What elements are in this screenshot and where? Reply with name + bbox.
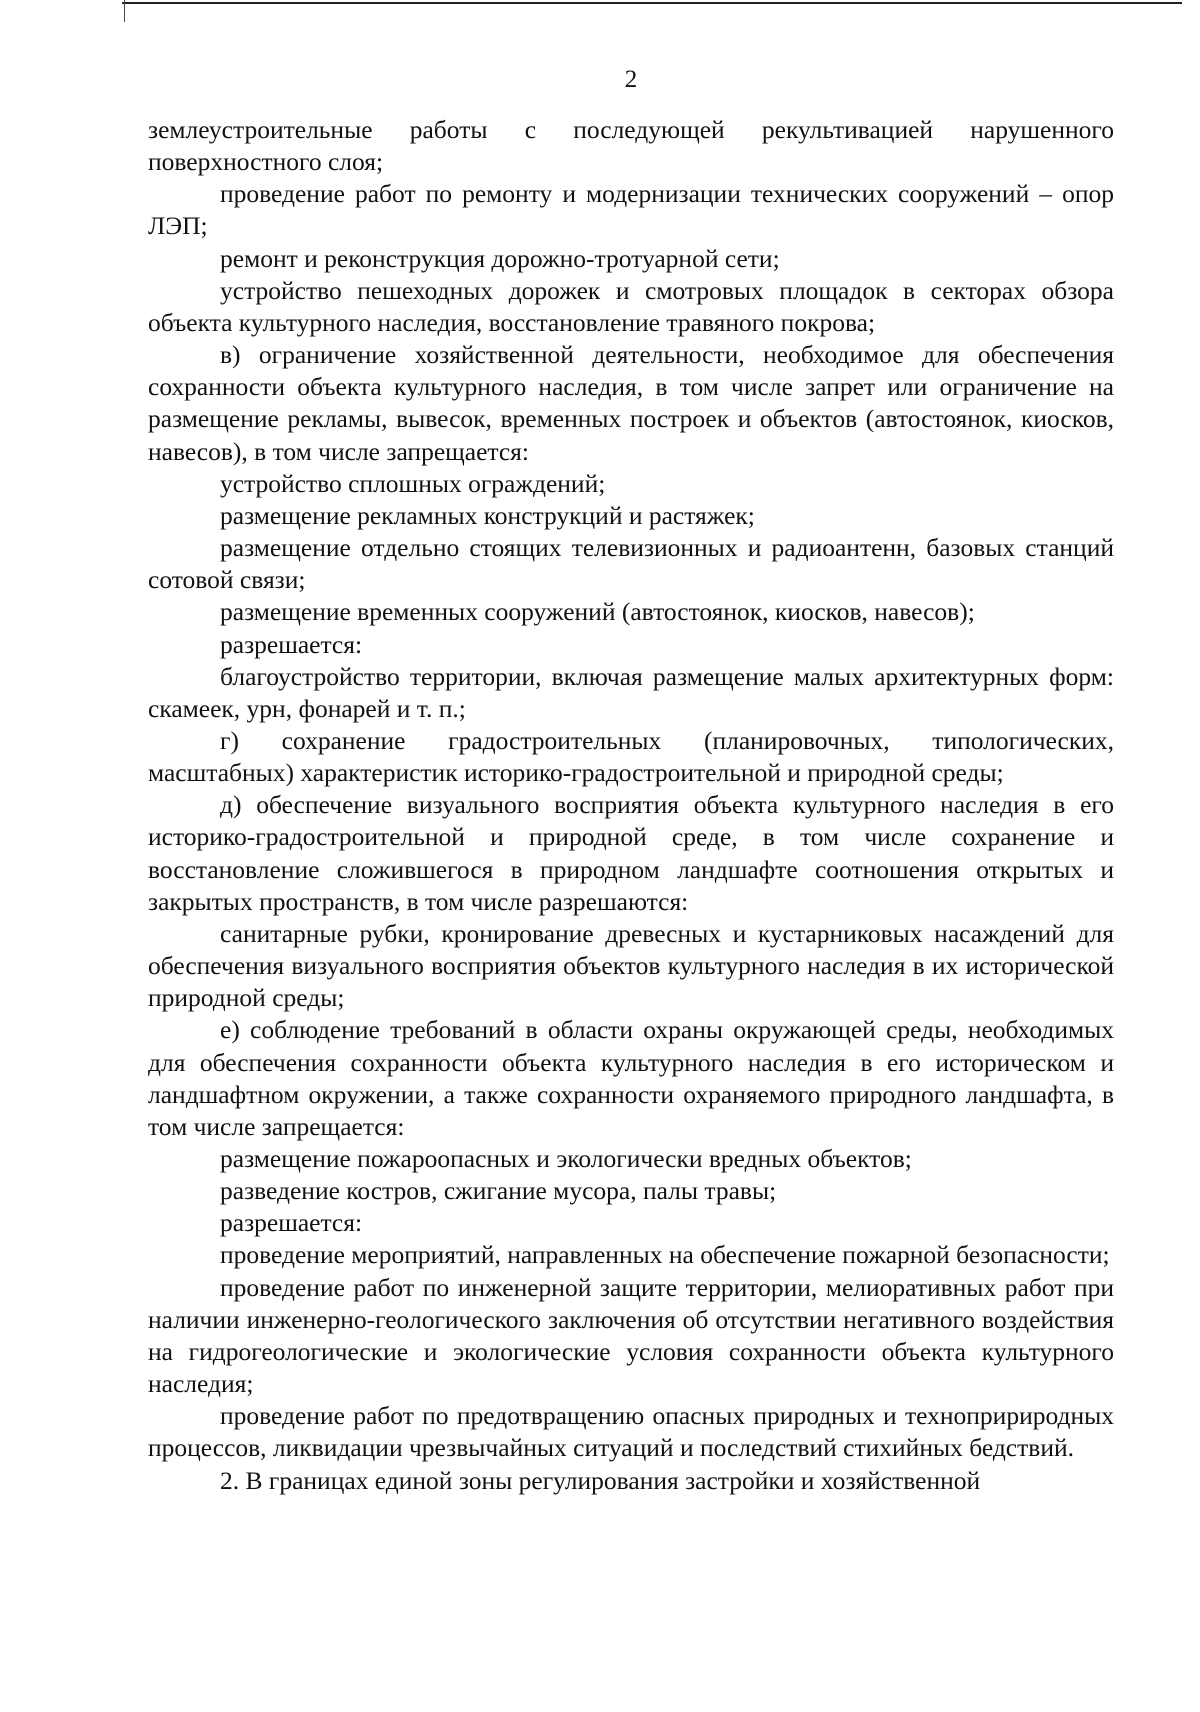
paragraph: устройство сплошных ограждений; (220, 468, 606, 498)
paragraph: разведение костров, сжигание мусора, палы травы; (220, 1176, 777, 1206)
paragraph: размещение рекламных конструкций и растяжек; (220, 500, 755, 530)
page-number: 2 (624, 66, 638, 93)
paragraph: устройство пешеходных дорожек и смотровых площадок в секторах обзора объекта культурного наследия, восстановление травяного покрова; (148, 275, 1114, 337)
paragraph: землеустроительные работы с последующей рекультивацией нарушенного поверхностного слоя; (148, 115, 1114, 177)
paragraph: г) сохранение градостроительных (планировочных, типологических, масштабных) характеристик историко-градостроительной и природной среды; (148, 725, 1114, 788)
paragraph: санитарные рубки, кронирование древесных и кустарниковых насаждений для обеспечения визуального восприятия объектов культурного наследия в их исторической природной среды; (148, 918, 1114, 1013)
paragraph: разрешается: (220, 629, 363, 659)
paragraph: проведение работ по ремонту и модернизации технических сооружений – опор ЛЭП; (148, 179, 1114, 241)
paragraph: 2. В границах единой зоны регулирования застройки и хозяйственной (220, 1465, 981, 1495)
paragraph: разрешается: (220, 1208, 363, 1238)
paragraph: проведение мероприятий, направленных на обеспечение пожарной безопасности; (220, 1240, 1110, 1270)
paragraph: е) соблюдение требований в области охраны окружающей среды, необходимых для обеспечения сохранности объекта культурного наследия в его историческом и ландшафтном окружении, а также сохранности охраняемого природного ландшафта, в том числе запрещается: (148, 1015, 1114, 1141)
document-body (148, 114, 1114, 1497)
paragraph: размещение отдельно стоящих телевизионных и радиоантенн, базовых станций сотовой связи; (148, 533, 1114, 595)
paragraph: в) ограничение хозяйственной деятельности, необходимое для обеспечения сохранности объекта культурного наследия, в том числе запрет или ограничение на размещение рекламы, вывесок, временных построек и объектов (автостоянок, киосков, навесов), в том числе запрещается: (148, 340, 1114, 466)
paragraph: благоустройство территории, включая размещение малых архитектурных форм: скамеек, урн, фонарей и т. п.; (148, 661, 1114, 723)
paragraph: проведение работ по инженерной защите территории, мелиоративных работ при наличии инженерно-геологического заключения об отсутствии негативного воздействия на гидрогеологические и экологические условия сохранности объекта культурного наследия; (148, 1272, 1114, 1399)
left-scan-border (124, 0, 125, 22)
paragraph: размещение временных сооружений (автостоянок, киосков, навесов); (220, 597, 975, 627)
paragraph: размещение пожароопасных и экологически вредных объектов; (220, 1144, 912, 1173)
paragraph: д) обеспечение визуального восприятия объекта культурного наследия в его историко-градостроительной и природной среде, в том числе сохранение и восстановление сложившегося в природном ландшафте соотношения открытых и закрытых пространств, в том числе разрешаются: (148, 790, 1114, 916)
paragraph: ремонт и реконструкция дорожно-тротуарной сети; (220, 243, 780, 273)
paragraph: проведение работ по предотвращению опасных природных и технопририродных процессов, ликвидации чрезвычайных ситуаций и последствий стихийных бедствий. (148, 1401, 1114, 1463)
top-scan-border (122, 2, 1182, 4)
